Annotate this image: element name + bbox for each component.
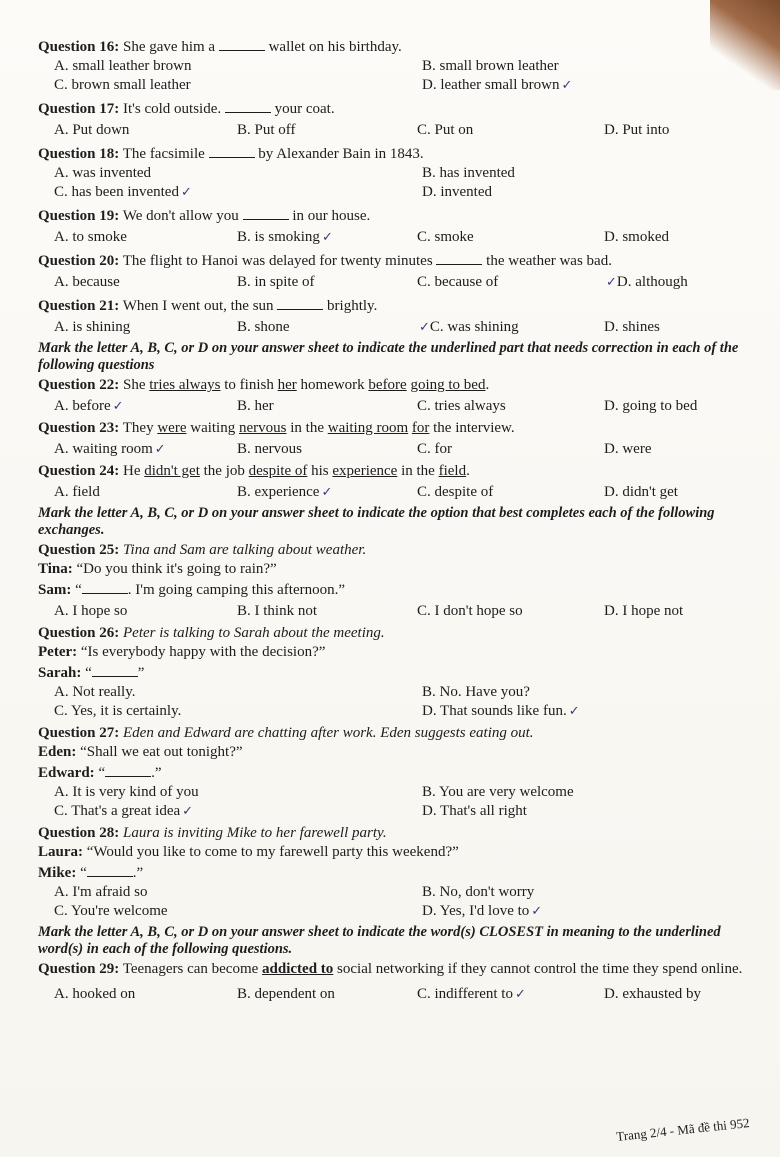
option-c[interactable]: C. has been invented ✓	[54, 184, 192, 200]
option-a[interactable]: A. because	[54, 274, 120, 290]
option-d[interactable]: D. shines	[604, 319, 660, 335]
options-22	[54, 397, 758, 416]
page-footer: Trang 2/4 - Mã đề thi 952	[615, 1115, 751, 1144]
options-28	[54, 883, 758, 921]
option-b[interactable]: B. has invented	[422, 165, 515, 181]
option-a[interactable]: A. waiting room ✓	[54, 441, 166, 457]
instruction-error-identification: Mark the letter A, B, C, or D on your answer sheet to indicate the underlined part that needs correction in each of the following questions	[38, 340, 739, 373]
dialogue-line: Tina: “Do you think it's going to rain?”	[38, 561, 277, 577]
option-a[interactable]: A. small leather brown	[54, 58, 192, 74]
checkmark-icon: ✓	[154, 442, 166, 457]
answer-blank	[219, 36, 265, 51]
options-24	[54, 483, 758, 502]
options-20	[54, 273, 758, 292]
answer-blank	[92, 662, 138, 677]
option-c[interactable]: C. You're welcome	[54, 903, 168, 919]
option-a[interactable]: A. field	[54, 484, 100, 500]
option-b[interactable]: B. No, don't worry	[422, 884, 535, 900]
option-d[interactable]: D. exhausted by	[604, 986, 702, 1002]
options-16	[54, 57, 758, 95]
question-22: Question 22: She tries always to finish her homework before going to bed.	[38, 377, 490, 393]
option-d[interactable]: D. Put into	[604, 122, 670, 138]
checkmark-icon: ✓	[321, 230, 333, 245]
question-17: Question 17: It's cold outside. your coat.	[38, 98, 758, 119]
checkmark-icon: ✓	[321, 485, 333, 500]
dialogue-line: Edward: “ .”	[38, 762, 758, 783]
options-27	[54, 783, 758, 821]
answer-blank	[105, 762, 151, 777]
option-d[interactable]: D. didn't get	[604, 484, 678, 500]
question-23: Question 23: They were waiting nervous in the waiting room for the interview.	[38, 420, 515, 436]
options-26	[54, 683, 758, 721]
options-23	[54, 440, 758, 459]
option-d[interactable]: D. That sounds like fun. ✓	[422, 703, 580, 719]
options-21	[54, 318, 758, 337]
option-d[interactable]: D. leather small brown ✓	[422, 77, 573, 93]
option-b[interactable]: B. No. Have you?	[422, 684, 530, 700]
option-c[interactable]: C. Yes, it is certainly.	[54, 703, 182, 719]
answer-blank	[436, 250, 482, 265]
question-28: Question 28: Laura is inviting Mike to her farewell party.	[38, 825, 387, 841]
instruction-exchanges: Mark the letter A, B, C, or D on your answer sheet to indicate the option that best completes each of the following exchanges.	[38, 505, 715, 538]
dialogue-line: Laura: “Would you like to come to my farewell party this weekend?”	[38, 844, 459, 860]
option-b[interactable]: B. is smoking ✓	[237, 229, 333, 245]
option-a[interactable]: A. to smoke	[54, 229, 127, 245]
options-25	[54, 602, 758, 621]
option-a[interactable]: A. before ✓	[54, 398, 124, 414]
option-c[interactable]: C. for	[417, 441, 452, 457]
option-d[interactable]: D. smoked	[604, 229, 669, 245]
option-c[interactable]: C. That's a great idea ✓	[54, 803, 194, 819]
option-a[interactable]: A. Put down	[54, 122, 130, 138]
dialogue-line: Peter: “Is everybody happy with the decision?”	[38, 644, 326, 660]
option-c[interactable]: C. despite of	[417, 484, 494, 500]
option-a[interactable]: A. hooked on	[54, 986, 136, 1002]
option-d[interactable]: D. were	[604, 441, 652, 457]
option-b[interactable]: B. in spite of	[237, 274, 315, 290]
answer-blank	[87, 862, 133, 877]
checkmark-icon: ✓	[606, 275, 617, 290]
answer-blank	[225, 98, 271, 113]
options-29	[54, 985, 758, 1004]
options-17	[54, 121, 758, 140]
checkmark-icon: ✓	[182, 804, 194, 819]
option-b[interactable]: B. You are very welcome	[422, 784, 574, 800]
option-a[interactable]: A. was invented	[54, 165, 152, 181]
question-20: Question 20: The flight to Hanoi was delayed for twenty minutes the weather was bad.	[38, 250, 758, 271]
option-d[interactable]: D. That's all right	[422, 803, 527, 819]
option-c[interactable]: C. I don't hope so	[417, 603, 523, 619]
dialogue-line: Sam: “ . I'm going camping this afternoon.”	[38, 579, 758, 600]
question-25: Question 25: Tina and Sam are talking about weather.	[38, 542, 367, 558]
question-29: Question 29: Teenagers can become addicted to social networking if they cannot control the time they spend online.	[38, 961, 743, 977]
options-18	[54, 164, 758, 202]
option-c[interactable]: ✓C. was shining	[419, 319, 519, 335]
option-a[interactable]: A. I'm afraid so	[54, 884, 148, 900]
option-a[interactable]: A. is shining	[54, 319, 131, 335]
question-19: Question 19: We don't allow you in our house.	[38, 205, 758, 226]
option-a[interactable]: A. It is very kind of you	[54, 784, 199, 800]
checkmark-icon: ✓	[180, 185, 192, 200]
option-d[interactable]: D. Yes, I'd love to ✓	[422, 903, 543, 919]
answer-blank	[277, 295, 323, 310]
answer-blank	[209, 143, 255, 158]
exam-content	[38, 36, 758, 1007]
option-b[interactable]: B. small brown leather	[422, 58, 559, 74]
checkmark-icon: ✓	[561, 78, 573, 93]
option-d[interactable]: D. I hope not	[604, 603, 684, 619]
option-b[interactable]: B. dependent on	[237, 986, 335, 1002]
dialogue-line: Mike: “ .”	[38, 862, 758, 883]
option-d[interactable]: D. invented	[422, 184, 492, 200]
option-b[interactable]: B. shone	[237, 319, 290, 335]
option-b[interactable]: B. experience ✓	[237, 484, 333, 500]
option-d[interactable]: ✓D. although	[606, 274, 688, 290]
option-c[interactable]: C. brown small leather	[54, 77, 191, 93]
instruction-closest-meaning: Mark the letter A, B, C, or D on your answer sheet to indicate the word(s) CLOSEST in meaning to the underlined word(s) in each of the following questions.	[38, 924, 721, 957]
question-26: Question 26: Peter is talking to Sarah about the meeting.	[38, 625, 385, 641]
option-b[interactable]: B. Put off	[237, 122, 296, 138]
dialogue-line: Sarah: “ ”	[38, 662, 758, 683]
option-b[interactable]: B. I think not	[237, 603, 318, 619]
option-b[interactable]: B. nervous	[237, 441, 302, 457]
option-b[interactable]: B. her	[237, 398, 274, 414]
question-18: Question 18: The facsimile by Alexander Bain in 1843.	[38, 143, 758, 164]
answer-blank	[82, 579, 128, 594]
question-16: Question 16: She gave him a wallet on his birthday.	[38, 36, 758, 57]
question-24: Question 24: He didn't get the job despite of his experience in the field.	[38, 463, 470, 479]
dialogue-line: Eden: “Shall we eat out tonight?”	[38, 744, 243, 760]
option-c[interactable]: C. indifferent to ✓	[417, 986, 526, 1002]
option-a[interactable]: A. Not really.	[54, 684, 136, 700]
option-c[interactable]: C. because of	[417, 274, 499, 290]
checkmark-icon: ✓	[531, 904, 543, 919]
question-21: Question 21: When I went out, the sun brightly.	[38, 295, 758, 316]
option-c[interactable]: C. Put on	[417, 122, 474, 138]
checkmark-icon: ✓	[112, 399, 124, 414]
question-label: Question 16:	[38, 39, 120, 55]
option-c[interactable]: C. tries always	[417, 398, 506, 414]
option-c[interactable]: C. smoke	[417, 229, 474, 245]
options-19	[54, 228, 758, 247]
answer-blank	[243, 205, 289, 220]
checkmark-icon: ✓	[568, 704, 580, 719]
question-27: Question 27: Eden and Edward are chatting after work. Eden suggests eating out.	[38, 725, 534, 741]
checkmark-icon: ✓	[514, 987, 526, 1002]
option-a[interactable]: A. I hope so	[54, 603, 128, 619]
option-d[interactable]: D. going to bed	[604, 398, 698, 414]
checkmark-icon: ✓	[419, 320, 430, 335]
